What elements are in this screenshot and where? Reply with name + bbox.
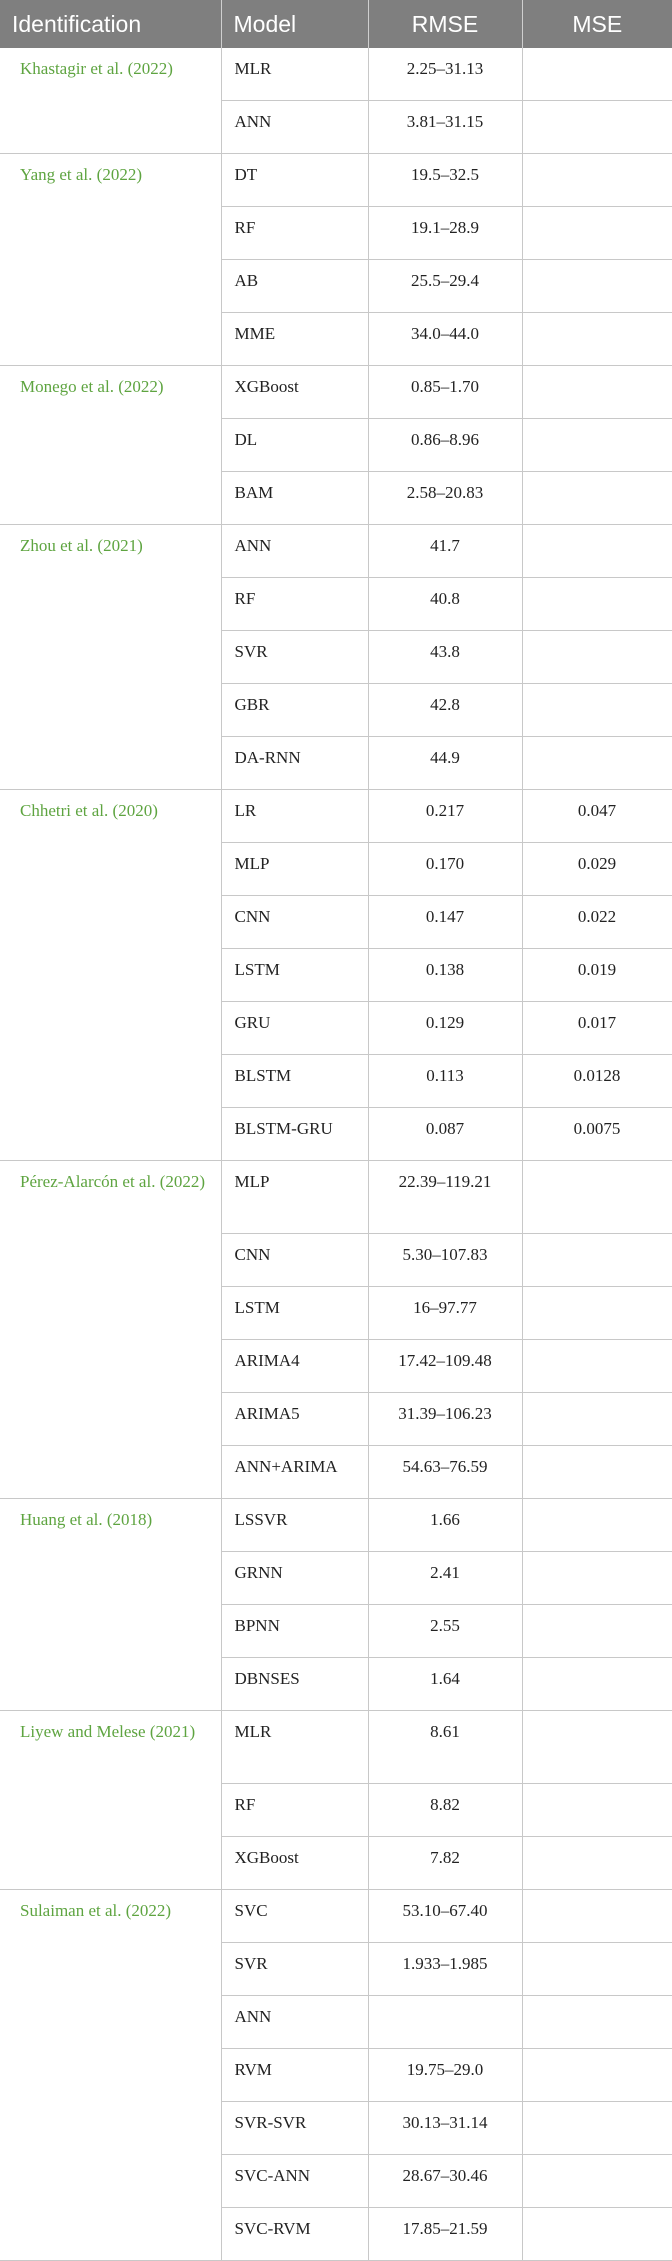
table-row [0, 1890, 672, 1943]
model-cell: GRU [221, 1002, 368, 1055]
model-cell: SVC-ANN [221, 2155, 368, 2208]
model-cell: ARIMA4 [221, 1340, 368, 1393]
mse-cell [522, 472, 672, 525]
table-row [0, 1161, 672, 1234]
rmse-cell: 17.42–109.48 [368, 1340, 522, 1393]
model-cell: RF [221, 1784, 368, 1837]
model-cell: RF [221, 578, 368, 631]
mse-cell [522, 48, 672, 101]
mse-cell [522, 260, 672, 313]
model-cell: GBR [221, 684, 368, 737]
model-cell: RVM [221, 2049, 368, 2102]
citation-year-link[interactable]: 2022 [123, 377, 158, 396]
rmse-cell: 25.5–29.4 [368, 260, 522, 313]
rmse-cell: 0.147 [368, 896, 522, 949]
citation-year-link[interactable]: 2022 [102, 165, 137, 184]
rmse-cell: 16–97.77 [368, 1287, 522, 1340]
mse-cell: 0.0128 [522, 1055, 672, 1108]
rmse-cell: 41.7 [368, 525, 522, 578]
mse-cell [522, 1943, 672, 1996]
header-model: Model [221, 0, 368, 48]
citation-close: ) [146, 1510, 153, 1529]
table-row [0, 525, 672, 578]
citation-close: ) [199, 1172, 206, 1191]
author-text: Liyew and Melese ( [20, 1722, 156, 1741]
mse-cell [522, 1287, 672, 1340]
mse-cell [522, 1234, 672, 1287]
mse-cell [522, 154, 672, 207]
citation-close: ) [137, 536, 143, 555]
rmse-cell: 19.75–29.0 [368, 2049, 522, 2102]
mse-cell [522, 684, 672, 737]
rmse-cell: 30.13–31.14 [368, 2102, 522, 2155]
citation-year-link[interactable]: 2022 [165, 1172, 200, 1191]
mse-cell [522, 1711, 672, 1784]
table-header [0, 0, 672, 48]
mse-cell: 0.022 [522, 896, 672, 949]
table-row [0, 154, 672, 207]
model-cell: LSTM [221, 949, 368, 1002]
citation-close: ) [136, 165, 142, 184]
model-cell: MLP [221, 843, 368, 896]
identification-cell [0, 1499, 221, 1711]
identification-cell [0, 154, 221, 366]
model-cell: XGBoost [221, 366, 368, 419]
model-cell: SVR [221, 631, 368, 684]
model-cell: GRNN [221, 1552, 368, 1605]
mse-cell [522, 1340, 672, 1393]
model-cell: MLR [221, 1711, 368, 1784]
table-row [0, 790, 672, 843]
model-cell: DA-RNN [221, 737, 368, 790]
rmse-cell: 40.8 [368, 578, 522, 631]
identification-cell [0, 1890, 221, 2261]
mse-cell [522, 1837, 672, 1890]
citation-year-link[interactable]: 2021 [155, 1722, 190, 1741]
model-cell: ANN+ARIMA [221, 1446, 368, 1499]
rmse-cell: 3.81–31.15 [368, 101, 522, 154]
mse-cell [522, 2049, 672, 2102]
mse-cell [522, 525, 672, 578]
model-cell: MLR [221, 48, 368, 101]
rmse-cell: 0.138 [368, 949, 522, 1002]
rmse-cell: 2.58–20.83 [368, 472, 522, 525]
mse-cell: 0.019 [522, 949, 672, 1002]
model-cell: LR [221, 790, 368, 843]
mse-cell [522, 2155, 672, 2208]
rmse-cell: 17.85–21.59 [368, 2208, 522, 2261]
table-row [0, 1711, 672, 1784]
author-text: Zhou et al. ( [20, 536, 104, 555]
model-cell: BLSTM-GRU [221, 1108, 368, 1161]
rmse-cell: 42.8 [368, 684, 522, 737]
rmse-cell: 1.66 [368, 1499, 522, 1552]
model-cell: DBNSES [221, 1658, 368, 1711]
model-cell: RF [221, 207, 368, 260]
rmse-cell: 0.170 [368, 843, 522, 896]
rmse-cell: 7.82 [368, 1837, 522, 1890]
rmse-cell: 2.41 [368, 1552, 522, 1605]
model-cell: ANN [221, 1996, 368, 2049]
model-cell: MME [221, 313, 368, 366]
model-cell: DT [221, 154, 368, 207]
mse-cell [522, 2102, 672, 2155]
mse-cell [522, 1552, 672, 1605]
mse-cell [522, 1161, 672, 1234]
rmse-cell: 0.129 [368, 1002, 522, 1055]
author-text: Khastagir et al. ( [20, 59, 134, 78]
header-mse: MSE [522, 0, 672, 48]
model-cell: MLP [221, 1161, 368, 1234]
model-cell: BLSTM [221, 1055, 368, 1108]
mse-cell [522, 1996, 672, 2049]
model-cell: ANN [221, 525, 368, 578]
model-cell: AB [221, 260, 368, 313]
rmse-cell: 19.1–28.9 [368, 207, 522, 260]
rmse-cell: 34.0–44.0 [368, 313, 522, 366]
header-row [0, 0, 672, 48]
model-cell: CNN [221, 1234, 368, 1287]
author-text: Yang et al. ( [20, 165, 103, 184]
rmse-cell: 0.087 [368, 1108, 522, 1161]
model-cell: SVC [221, 1890, 368, 1943]
identification-cell [0, 525, 221, 790]
model-cell: LSTM [221, 1287, 368, 1340]
rmse-cell: 44.9 [368, 737, 522, 790]
rmse-cell: 31.39–106.23 [368, 1393, 522, 1446]
author-text: Monego et al. ( [20, 377, 124, 396]
table-body [0, 48, 672, 2261]
mse-cell: 0.029 [522, 843, 672, 896]
model-cell: DL [221, 419, 368, 472]
identification-cell [0, 1711, 221, 1890]
header-rmse: RMSE [368, 0, 522, 48]
mse-cell [522, 1890, 672, 1943]
rmse-cell: 8.82 [368, 1784, 522, 1837]
rmse-cell: 0.85–1.70 [368, 366, 522, 419]
mse-cell [522, 366, 672, 419]
rmse-cell: 54.63–76.59 [368, 1446, 522, 1499]
identification-cell [0, 366, 221, 525]
mse-cell [522, 419, 672, 472]
author-text: Chhetri et al. ( [20, 801, 119, 820]
mse-cell [522, 2208, 672, 2261]
rmse-cell: 22.39–119.21 [368, 1161, 522, 1234]
model-cell: BPNN [221, 1605, 368, 1658]
model-cell: ARIMA5 [221, 1393, 368, 1446]
model-cell: SVR [221, 1943, 368, 1996]
citation-close: ) [167, 59, 173, 78]
citation-close: ) [152, 801, 158, 820]
mse-cell: 0.0075 [522, 1108, 672, 1161]
citation-year-link[interactable]: 2018 [112, 1510, 147, 1529]
mse-cell: 0.047 [522, 790, 672, 843]
author-text: Huang et al. ( [20, 1510, 113, 1529]
citation-close: ) [165, 1901, 172, 1920]
rmse-cell: 43.8 [368, 631, 522, 684]
rmse-cell: 5.30–107.83 [368, 1234, 522, 1287]
mse-cell [522, 1784, 672, 1837]
identification-cell [0, 790, 221, 1161]
rmse-cell: 0.86–8.96 [368, 419, 522, 472]
mse-cell [522, 578, 672, 631]
model-cell: SVR-SVR [221, 2102, 368, 2155]
rmse-cell: 1.933–1.985 [368, 1943, 522, 1996]
identification-cell [0, 1161, 221, 1499]
model-cell: BAM [221, 472, 368, 525]
rmse-cell: 1.64 [368, 1658, 522, 1711]
mse-cell [522, 313, 672, 366]
mse-cell [522, 1499, 672, 1552]
identification-cell [0, 48, 221, 154]
model-cell: LSSVR [221, 1499, 368, 1552]
header-identification: Identification [0, 0, 221, 48]
model-cell: CNN [221, 896, 368, 949]
table-row [0, 1499, 672, 1552]
rmse-cell: 19.5–32.5 [368, 154, 522, 207]
rmse-cell: 2.25–31.13 [368, 48, 522, 101]
mse-cell: 0.017 [522, 1002, 672, 1055]
author-text: Sulaiman et al. ( [20, 1901, 132, 1920]
mse-cell [522, 631, 672, 684]
table-row [0, 48, 672, 101]
citation-year-link[interactable]: 2021 [103, 536, 138, 555]
citation-year-link[interactable]: 2022 [133, 59, 168, 78]
rmse-cell [368, 1996, 522, 2049]
citation-close: ) [189, 1722, 196, 1741]
mse-cell [522, 1393, 672, 1446]
mse-cell [522, 737, 672, 790]
rmse-cell: 28.67–30.46 [368, 2155, 522, 2208]
model-cell: ANN [221, 101, 368, 154]
citation-close: ) [157, 377, 164, 396]
mse-cell [522, 1605, 672, 1658]
model-cell: XGBoost [221, 1837, 368, 1890]
rmse-cell: 8.61 [368, 1711, 522, 1784]
rmse-cell: 0.113 [368, 1055, 522, 1108]
citation-year-link[interactable]: 2022 [131, 1901, 166, 1920]
author-text: Pérez-Alarcón et al. ( [20, 1172, 166, 1191]
rmse-cell: 53.10–67.40 [368, 1890, 522, 1943]
table-row [0, 366, 672, 419]
citation-year-link[interactable]: 2020 [118, 801, 153, 820]
mse-cell [522, 1658, 672, 1711]
mse-cell [522, 207, 672, 260]
rmse-cell: 2.55 [368, 1605, 522, 1658]
mse-cell [522, 101, 672, 154]
model-cell: SVC-RVM [221, 2208, 368, 2261]
rmse-cell: 0.217 [368, 790, 522, 843]
mse-cell [522, 1446, 672, 1499]
